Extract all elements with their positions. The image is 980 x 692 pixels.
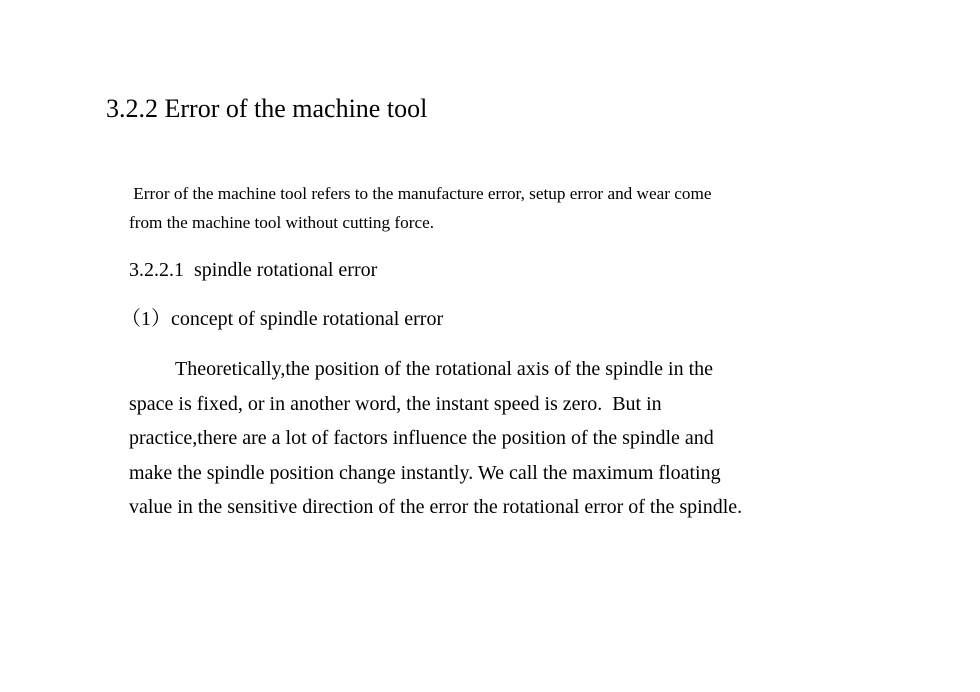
intro-paragraph bbox=[129, 179, 869, 237]
body-paragraph bbox=[129, 352, 889, 525]
body-line: Theoretically,the position of the rotational axis of the spindle in the bbox=[175, 358, 714, 380]
body-line: space is fixed, or in another word, the instant speed is zero. But in bbox=[129, 392, 662, 415]
body-line: practice,there are a lot of factors influence the position of the spindle and bbox=[129, 427, 714, 449]
body-line: make the spindle position change instantly. We call the maximum floating bbox=[129, 461, 721, 484]
item-heading: （1）concept of spindle rotational error bbox=[121, 308, 444, 330]
body-line: value in the sensitive direction of the error the rotational error of the spindle. bbox=[129, 496, 743, 518]
section-heading: 3.2.2 Error of the machine tool bbox=[106, 94, 428, 123]
subsection-heading: 3.2.2.1 spindle rotational error bbox=[129, 259, 378, 281]
intro-line: Error of the machine tool refers to the manufacture error, setup error and wear come bbox=[129, 184, 712, 203]
intro-line: from the machine tool without cutting force. bbox=[129, 213, 434, 232]
